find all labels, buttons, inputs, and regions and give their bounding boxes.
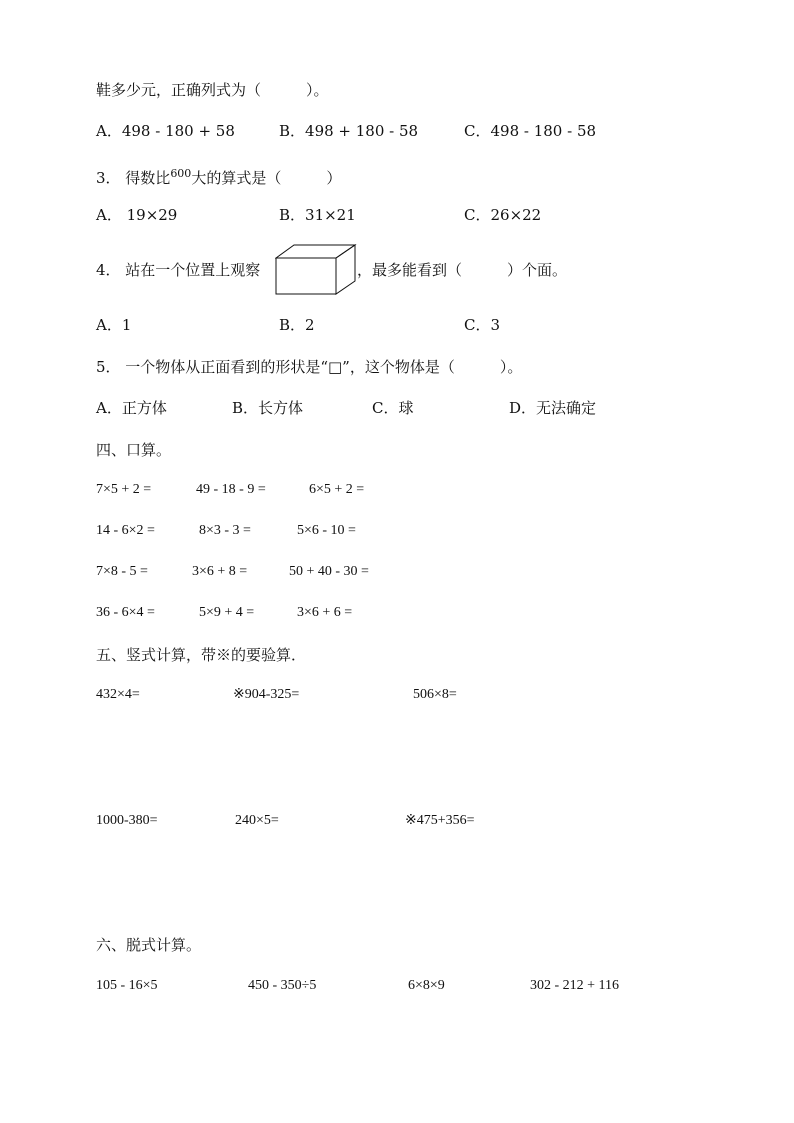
oral-calc-item: 5×6 - 10 = — [297, 523, 356, 538]
oral-calc-item: 14 - 6×2 = — [96, 523, 155, 538]
q2-option-c: C．498 - 180 - 58 — [464, 122, 597, 140]
oral-calc-item: 50 + 40 - 30 = — [289, 564, 369, 579]
section-6-title: 六、脱式计算。 — [96, 936, 202, 954]
oral-calc-item: 49 - 18 - 9 = — [196, 482, 266, 497]
vertical-calc-item: 506×8= — [413, 687, 457, 702]
question-4-suffix: ，最多能看到（ ）个面。 — [357, 261, 568, 279]
q4-option-a: A．1 — [96, 316, 132, 334]
q5-option-a: A．正方体 — [96, 399, 167, 417]
cuboid-icon — [275, 244, 357, 296]
section-5-title: 五、竖式计算，带※的要验算． — [96, 646, 307, 664]
section-4-title: 四、口算。 — [96, 441, 172, 459]
q4-option-b: B．2 — [279, 316, 315, 334]
vertical-calc-item: 1000-380= — [96, 813, 158, 828]
oral-calc-item: 8×3 - 3 = — [199, 523, 251, 538]
q4-option-c: C．3 — [464, 316, 501, 334]
question-5: 5． 一个物体从正面看到的形状是“□”，这个物体是（ ）。 — [96, 358, 523, 376]
q3-option-b: B．31×21 — [279, 206, 356, 224]
q2-option-b: B．498 + 180 - 58 — [279, 122, 419, 140]
q5-option-d: D．无法确定 — [509, 399, 597, 417]
question-4-prefix: 4． 站在一个位置上观察 — [96, 261, 261, 279]
step-calc-item: 302 - 212 + 116 — [530, 978, 620, 993]
oral-calc-item: 3×6 + 8 = — [192, 564, 248, 579]
oral-calc-item: 7×5 + 2 = — [96, 482, 152, 497]
q3-text-suffix: 大的算式是（ ） — [191, 169, 342, 187]
oral-calc-item: 3×6 + 6 = — [297, 605, 353, 620]
oral-calc-item: 5×9 + 4 = — [199, 605, 255, 620]
step-calc-item: 6×8×9 — [408, 978, 445, 993]
q3-number: 600 — [170, 167, 192, 180]
step-calc-item: 105 - 16×5 — [96, 978, 158, 993]
oral-calc-item: 6×5 + 2 = — [309, 482, 365, 497]
q3-text-prefix: 3． 得数比 — [96, 169, 171, 187]
step-calc-item: 450 - 350÷5 — [248, 978, 317, 993]
oral-calc-item: 7×8 - 5 = — [96, 564, 148, 579]
vertical-calc-item: 240×5= — [235, 813, 279, 828]
oral-calc-item: 36 - 6×4 = — [96, 605, 155, 620]
question-3 — [96, 164, 341, 188]
vertical-calc-item: ※904-325= — [233, 687, 300, 702]
vertical-calc-item: 432×4= — [96, 687, 140, 702]
q5-option-c: C．球 — [372, 399, 414, 417]
q5-option-b: B．长方体 — [232, 399, 304, 417]
q3-option-c: C．26×22 — [464, 206, 542, 224]
q2-option-a: A．498 - 180 + 58 — [96, 122, 235, 140]
vertical-calc-item: ※475+356= — [405, 813, 475, 828]
question-2-continuation: 鞋多少元，正确列式为（ ）。 — [96, 81, 329, 99]
q3-option-a: A． 19×29 — [96, 206, 178, 224]
